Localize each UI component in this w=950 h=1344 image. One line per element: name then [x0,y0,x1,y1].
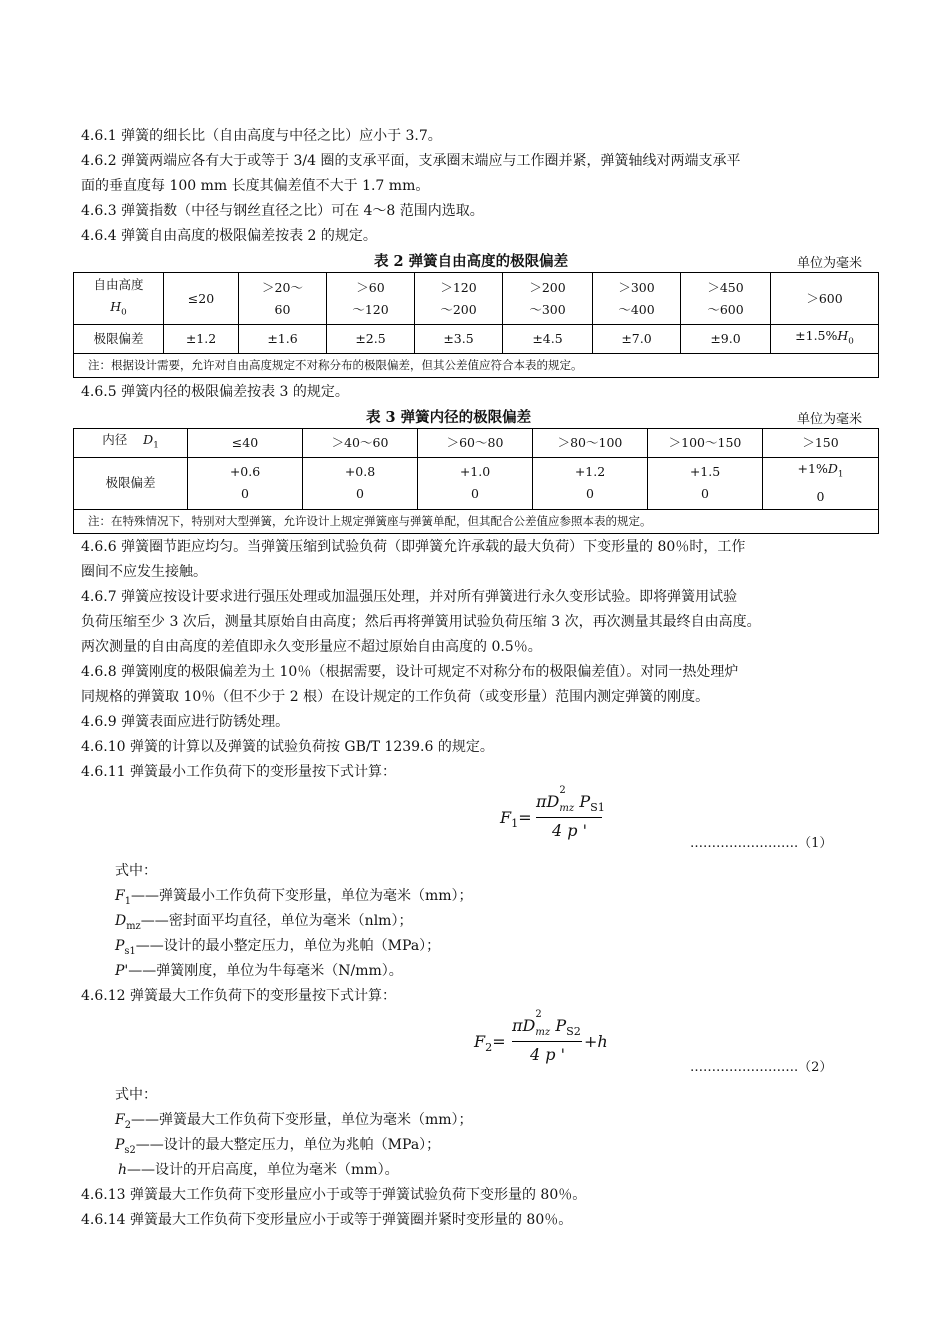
formula-1-lhs [500,808,532,830]
where1-Pprime-sym: P' [115,963,129,979]
formula-2-denominator: 4 p ' [530,1045,565,1064]
table3-header-sub: 1 [153,440,159,451]
where1-Ps1-sym: P [115,938,125,954]
table2-col-7 [771,273,879,325]
clause-4-6-10: 4.6.10 弹簧的计算以及弹簧的试验负荷按 GB/T 1239.6 的规定。 [81,739,494,755]
clause-4-6-7-line3: 两次测量的自由高度的差值即永久变形量应不超过原始自由高度的 0.5％。 [81,639,542,655]
table2-value-4: ±4.5 [503,325,593,354]
formula-1-lhs-var: F [500,808,512,827]
table2-col-2-l2: ～120 [352,301,389,317]
table2-col-4 [503,273,593,325]
formula-1 [500,785,620,850]
table2-col-6-l1: ＞450 [707,279,744,295]
table2-header-label-text: 自由高度 [93,276,144,292]
table3-col-4: ＞100～150 [648,429,763,458]
table2-note-row [74,353,879,377]
table2-col-5 [593,273,681,325]
table3-note: 注：在特殊情况下，特别对大型弹簧，允许设计上规定弹簧座与弹簧单配，但其配合公差值应参照本表的规定。 [74,509,879,533]
table3-value-0 [188,457,303,509]
table2-caption: 表 2 弹簧自由高度的极限偏差 [374,253,569,270]
table2 [73,272,879,378]
table2-value-7-text: ±1.5% [795,328,838,343]
formula-1-denominator: 4 p ' [552,821,587,840]
table3-lower-4: 0 [701,486,709,501]
table2-unit: 单位为毫米 [797,256,863,271]
table2-col-6 [681,273,771,325]
where2-Ps2-sym: P [115,1137,125,1153]
table2-header-label [74,273,164,325]
table3-header-var: D [143,432,154,447]
where2-F2-text: ——弹簧最大工作负荷下变形量，单位为毫米（mm）； [130,1112,473,1128]
table3-col-0: ≤40 [188,429,303,458]
table3-lower-0: 0 [241,486,249,501]
table2-note: 注：根据设计需要，允许对自由高度规定不对称分布的极限偏差，但其公差值应符合本表的规定。 [74,353,879,377]
clause-4-6-9: 4.6.9 弹簧表面应进行防锈处理。 [81,714,290,730]
formula-1-D-sup: 2 [559,785,566,796]
table2-col-5-l1: ＞300 [618,279,655,295]
where1-F1-text: ——弹簧最小工作负荷下变形量，单位为毫米（mm）； [130,888,473,904]
table2-col-3-l2: ～200 [440,301,477,317]
where1-title: 式中： [115,863,157,879]
table3-col-2: ＞60～80 [418,429,533,458]
formula-2-eq: = [492,1032,506,1051]
table3-col-1: ＞40～60 [303,429,418,458]
table3-row-label: 极限偏差 [74,457,188,509]
formula-2-lhs-var: F [474,1032,486,1051]
table3-col-3: ＞80～100 [533,429,648,458]
formula-2-D-sub: mz [535,1027,551,1038]
where1-Dmz-sub: mz [126,920,141,932]
table3-upper-0: +0.6 [229,464,261,479]
table2-col-4-l1: ＞200 [529,279,566,295]
table3-upper-5-text: +1% [797,461,828,477]
formula-1-P-sub: S1 [590,801,605,815]
table3 [73,428,879,534]
table2-header-label-symbol [74,296,163,324]
table3-header-label-text: 内径 [102,432,128,447]
table2-value-row [74,325,879,354]
formula-2-lhs-sub: 2 [485,1041,493,1055]
where2-F2-sub: 2 [124,1119,131,1131]
table2-col-3-l1: ＞120 [440,279,477,295]
table2-col-1 [239,273,327,325]
table3-caption: 表 3 弹簧内径的极限偏差 [366,409,532,426]
clause-4-6-4: 4.6.4 弹簧自由高度的极限偏差按表 2 的规定。 [81,228,377,244]
table3-unit: 单位为毫米 [797,412,863,427]
where2-h-sym: h [118,1162,128,1178]
formula-1-P: P [579,792,591,811]
table3-upper-2: +1.0 [459,464,491,479]
formula-2-plus-h: +h [584,1032,608,1051]
formula-1-D: D [546,792,560,811]
table3-upper-5 [763,458,878,486]
table2-col-5-l2: ～400 [618,301,655,317]
table2-col-1-l2: 60 [274,301,291,317]
where1-F1-sub: 1 [124,895,131,907]
table3-lower-3: 0 [586,486,594,501]
clause-4-6-2-line2: 面的垂直度每 100 mm 长度其偏差值不大于 1.7 mm。 [81,178,430,194]
formula-1-D-sub: mz [559,803,575,814]
table3-value-4 [648,457,763,509]
clause-4-6-5: 4.6.5 弹簧内径的极限偏差按表 3 的规定。 [81,384,349,400]
table3-header-row [74,429,879,458]
table2-col-2 [327,273,415,325]
clause-4-6-2-line1: 4.6.2 弹簧两端应各有大于或等于 3/4 圈的支承平面，支承圈末端应与工作圈并紧，弹簧轴线对两端支承平 [81,153,741,169]
formula-2-fraction-bar [512,1041,582,1042]
table3-value-row [74,457,879,509]
table3-header-label [74,429,188,458]
formula-2 [474,1009,624,1074]
table3-lower-1: 0 [356,486,364,501]
where2-F2-sym: F [115,1112,125,1128]
table2-col-3 [415,273,503,325]
formula-1-fraction-bar [536,817,602,818]
table3-upper-5-sub: 1 [837,469,844,480]
table2-col-2-l1: ＞60 [356,279,385,295]
table3-note-row [74,509,879,533]
table2-value-3: ±3.5 [415,325,503,354]
table2-col-6-l2: ～600 [707,301,744,317]
table2-value-5: ±7.0 [593,325,681,354]
clause-4-6-14: 4.6.14 弹簧最大工作负荷下变形量应小于或等于弹簧圈并紧时变形量的 80％。 [81,1212,573,1228]
where1-Dmz-text: ——密封面平均直径，单位为毫米（nlm）； [140,913,413,929]
table2-header-row [74,273,879,325]
where1-Dmz-sym: D [115,913,127,929]
table2-value-0: ±1.2 [164,325,239,354]
formula-2-D-sup: 2 [535,1009,542,1020]
formula-1-pi: π [536,792,547,811]
table2-col-4-l2: ～300 [529,301,566,317]
table3-col-5: ＞150 [763,429,879,458]
formula-2-number: …………………….（2） [690,1060,833,1075]
table3-value-2 [418,457,533,509]
where1-F1-sym: F [115,888,125,904]
table3-value-1 [303,457,418,509]
clause-4-6-1: 4.6.1 弹簧的细长比（自由高度与中径之比）应小于 3.7。 [81,128,442,144]
table2-col-7-l1: ＞600 [806,290,843,306]
clause-4-6-7-line1: 4.6.7 弹簧应按设计要求进行强压处理或加温强压处理，并对所有弹簧进行永久变形试验。即将弹簧用试验 [81,589,738,605]
formula-1-number: …………………….（1） [690,836,833,851]
table2-value-7-sub: 0 [848,336,854,347]
table3-upper-1: +0.8 [344,464,376,479]
clause-4-6-8-line1: 4.6.8 弹簧刚度的极限偏差为土 10％（根据需要，设计可规定不对称分布的极限偏差值）。对同一热处理炉 [81,664,739,680]
clause-4-6-6-line1: 4.6.6 弹簧圈节距应均匀。当弹簧压缩到试验负荷（即弹簧允许承载的最大负荷）下变形量的 80％时，工作 [81,539,746,555]
formula-2-lhs [474,1032,506,1054]
where1-Pprime-text: ——弹簧刚度，单位为牛每毫米（N/mm）。 [128,963,403,979]
table2-col-0-l1: ≤20 [187,290,215,306]
table2-row-label: 极限偏差 [74,325,164,354]
where1-item-P-prime [115,959,915,983]
clause-4-6-6-line2: 圈间不应发生接触。 [81,564,207,580]
table3-lower-5: 0 [816,488,825,504]
table2-header-symbol: H [110,298,122,314]
formula-1-numerator [536,785,605,815]
table3-upper-5-var: D [827,461,838,477]
where1-Ps1-text: ——设计的最小整定压力，单位为兆帕（MPa）； [135,938,441,954]
table2-header-symbol-sub: 0 [121,307,127,318]
table2-value-7-var: H [837,328,849,343]
formula-1-lhs-sub: 1 [511,817,519,831]
clause-4-6-3: 4.6.3 弹簧指数（中径与钢丝直径之比）可在 4～8 范围内选取。 [81,203,484,219]
where2-Ps2-text: ——设计的最大整定压力，单位为兆帕（MPa）； [135,1137,441,1153]
clause-4-6-12: 4.6.12 弹簧最大工作负荷下的变形量按下式计算： [81,988,396,1004]
table2-col-0 [164,273,239,325]
table2-value-7 [771,325,879,354]
where2-h-text: ——设计的开启高度，单位为毫米（mm）。 [127,1162,399,1178]
formula-2-P-sub: S2 [566,1025,581,1039]
table2-value-1: ±1.6 [239,325,327,354]
table2-value-2: ±2.5 [327,325,415,354]
formula-2-pi: π [512,1016,523,1035]
table2-value-6: ±9.0 [681,325,771,354]
formula-2-numerator [512,1009,581,1039]
table3-upper-3: +1.2 [574,464,606,479]
formula-2-D: D [522,1016,536,1035]
clause-4-6-13: 4.6.13 弹簧最大工作负荷下变形量应小于或等于弹簧试验负荷下变形量的 80％。 [81,1187,587,1203]
table2-col-1-l1: ＞20～ [262,279,303,295]
clause-4-6-7-line2: 负荷压缩至少 3 次后，测量其原始自由高度；然后再将弹簧用试验负荷压缩 3 次，再次测量其最终自由高度。 [81,614,761,630]
where2-Ps2-sub: s2 [124,1144,136,1156]
clause-4-6-8-line2: 同规格的弹簧取 10％（但不少于 2 根）在设计规定的工作负荷（或变形量）范围内测定弹簧的刚度。 [81,689,710,705]
table3-lower-2: 0 [471,486,479,501]
clause-4-6-11: 4.6.11 弹簧最小工作负荷下的变形量按下式计算： [81,764,396,780]
formula-2-P: P [555,1016,567,1035]
table3-upper-4: +1.5 [689,464,721,479]
where2-title: 式中： [115,1087,157,1103]
formula-1-eq: = [518,808,532,827]
where2-item-h [118,1158,918,1182]
table3-value-5 [763,457,879,509]
where1-Ps1-sub: s1 [124,945,136,957]
table3-value-3 [533,457,648,509]
